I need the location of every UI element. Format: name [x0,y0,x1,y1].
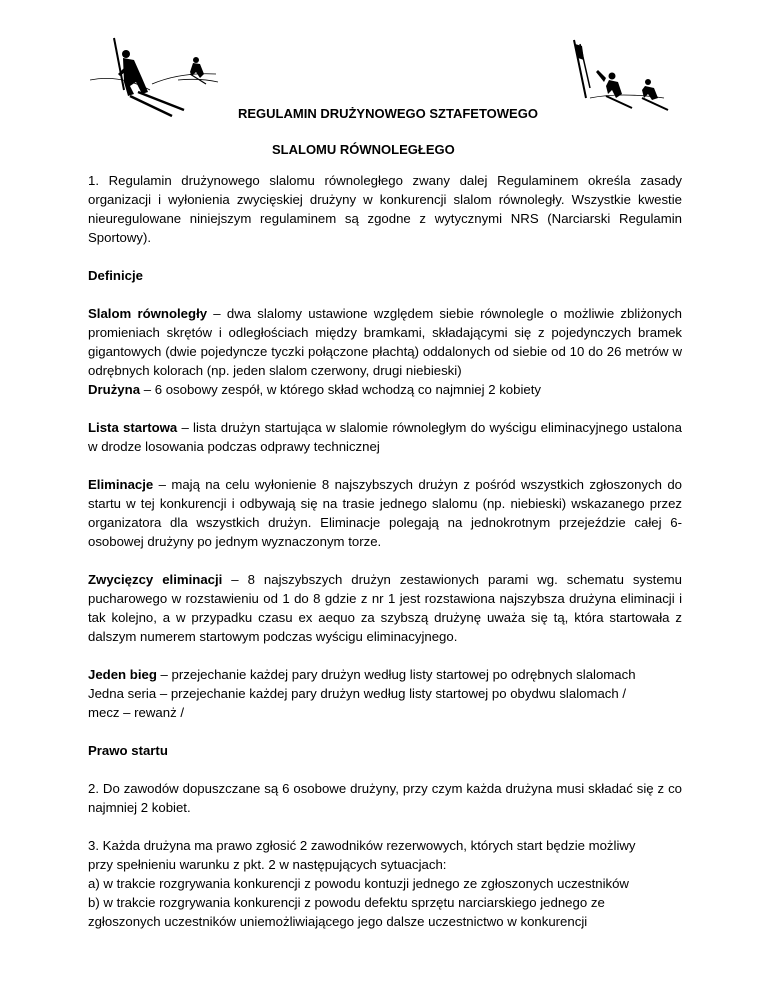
paragraph-1: 1. Regulamin drużynowego slalomu równoległego zwany dalej Regulaminem określa zasady organizacji i wyłonienia zwycięskiej drużyny w konkurencji slalom równoległy. Wszystkie kwestie nieuregulowane niniejszym regulaminem są zgodne z wytycznymi NRS (Narciarski Regulamin Sportowy). [88,173,682,245]
paragraph-2: 2. Do zawodów dopuszczane są 6 osobowe drużyny, przy czym każda drużyna musi składać się z co najmniej 2 kobiet. [88,781,682,815]
text-slalom: – dwa slalomy ustawione względem siebie równolegle o możliwie zbliżonych promieniach skrętów i odległościach między bramkami, składającymi się z pojedynczych bramek gigantowych (dwie pojedyncze tyczki połączone płachtą) oddalonych od siebie od 10 do 26 metrów w odrębnych kolorach (np. jeden slalom czerwony, drugi niebieski) [88,306,682,378]
term-eliminacje: Eliminacje [88,477,154,492]
document-body [88,171,682,950]
text-druzyna: – 6 osobowy zespół, w którego skład wchodzą co najmniej 2 kobiety [140,382,542,397]
paragraph-3 [88,836,682,931]
p3-line1: 3. Każda drużyna ma prawo zgłosić 2 zawodników rezerwowych, których start będzie możliwy [88,838,636,853]
text-zwyciezcy: – 8 najszybszych drużyn zestawionych parami wg. schematu systemu pucharowego w rozstawieniu od 1 do 8 gdzie z nr 1 jest rozstawiona najszybsza drużyna eliminacji i tak kolejno, a w przypadku czasu ex aequo za szybszą drużynę uważa się tą, która startowała z dalszym numerem startowym podczas wyścigu eliminacyjnego. [88,572,683,644]
definition-slalom-druzyna [88,304,682,399]
term-druzyna: Drużyna [88,382,141,397]
skier-illustration-left [90,34,220,118]
p3-item-b-line1: b) w trakcie rozgrywania konkurencji z powodu defektu sprzętu narciarskiego jednego ze [88,895,605,910]
definition-eliminacje [88,475,682,551]
text-bieg: – przejechanie każdej pary drużyn według listy startowej po odrębnych slalomach [156,667,636,682]
text-lista: – lista drużyn startująca w slalomie równoległym do wyścigu eliminacyjnego ustalona w drodze losowania podczas odprawy technicznej [88,420,682,454]
term-zwyciezcy: Zwycięzcy eliminacji [88,572,223,587]
text-eliminacje: – mają na celu wyłonienie 8 najszybszych drużyn z pośród wszystkich zgłoszonych do startu w tej konkurencji i odbywają się na trasie jednego slalomu (np. niebieski) wskazanego przez organizatora dla wszystkich drużyn. Eliminacje polegają na jednokrotnym przejeździe całej 6-osobowej drużyny po jednym wyznaczonym torze. [88,477,682,549]
definition-zwyciezcy [88,570,682,646]
term-lista: Lista startowa [88,420,178,435]
skier-illustration-right [560,38,670,114]
term-slalom: Slalom równoległy [88,306,208,321]
term-bieg: Jeden bieg [88,667,157,682]
p3-item-a: a) w trakcie rozgrywania konkurencji z powodu kontuzji jednego ze zgłoszonych uczestników [88,876,629,891]
text-seria-line2: mecz – rewanż / [88,705,185,720]
document-title-line2: SLALOMU RÓWNOLEGŁEGO [272,142,455,157]
section-heading-definicje: Definicje [88,268,143,283]
definition-lista [88,418,682,456]
definition-bieg-seria [88,665,682,722]
document-title-line1: REGULAMIN DRUŻYNOWEGO SZTAFETOWEGO [238,106,538,121]
section-heading-prawo-startu: Prawo startu [88,743,168,758]
p3-line2: przy spełnieniu warunku z pkt. 2 w następujących sytuacjach: [88,857,447,872]
p3-item-b-line2: zgłoszonych uczestników uniemożliwiającego jego dalsze uczestnictwo w konkurencji [88,914,588,929]
text-seria-line1: Jedna seria – przejechanie każdej pary drużyn według listy startowej po obydwu slalomach / [88,686,627,701]
